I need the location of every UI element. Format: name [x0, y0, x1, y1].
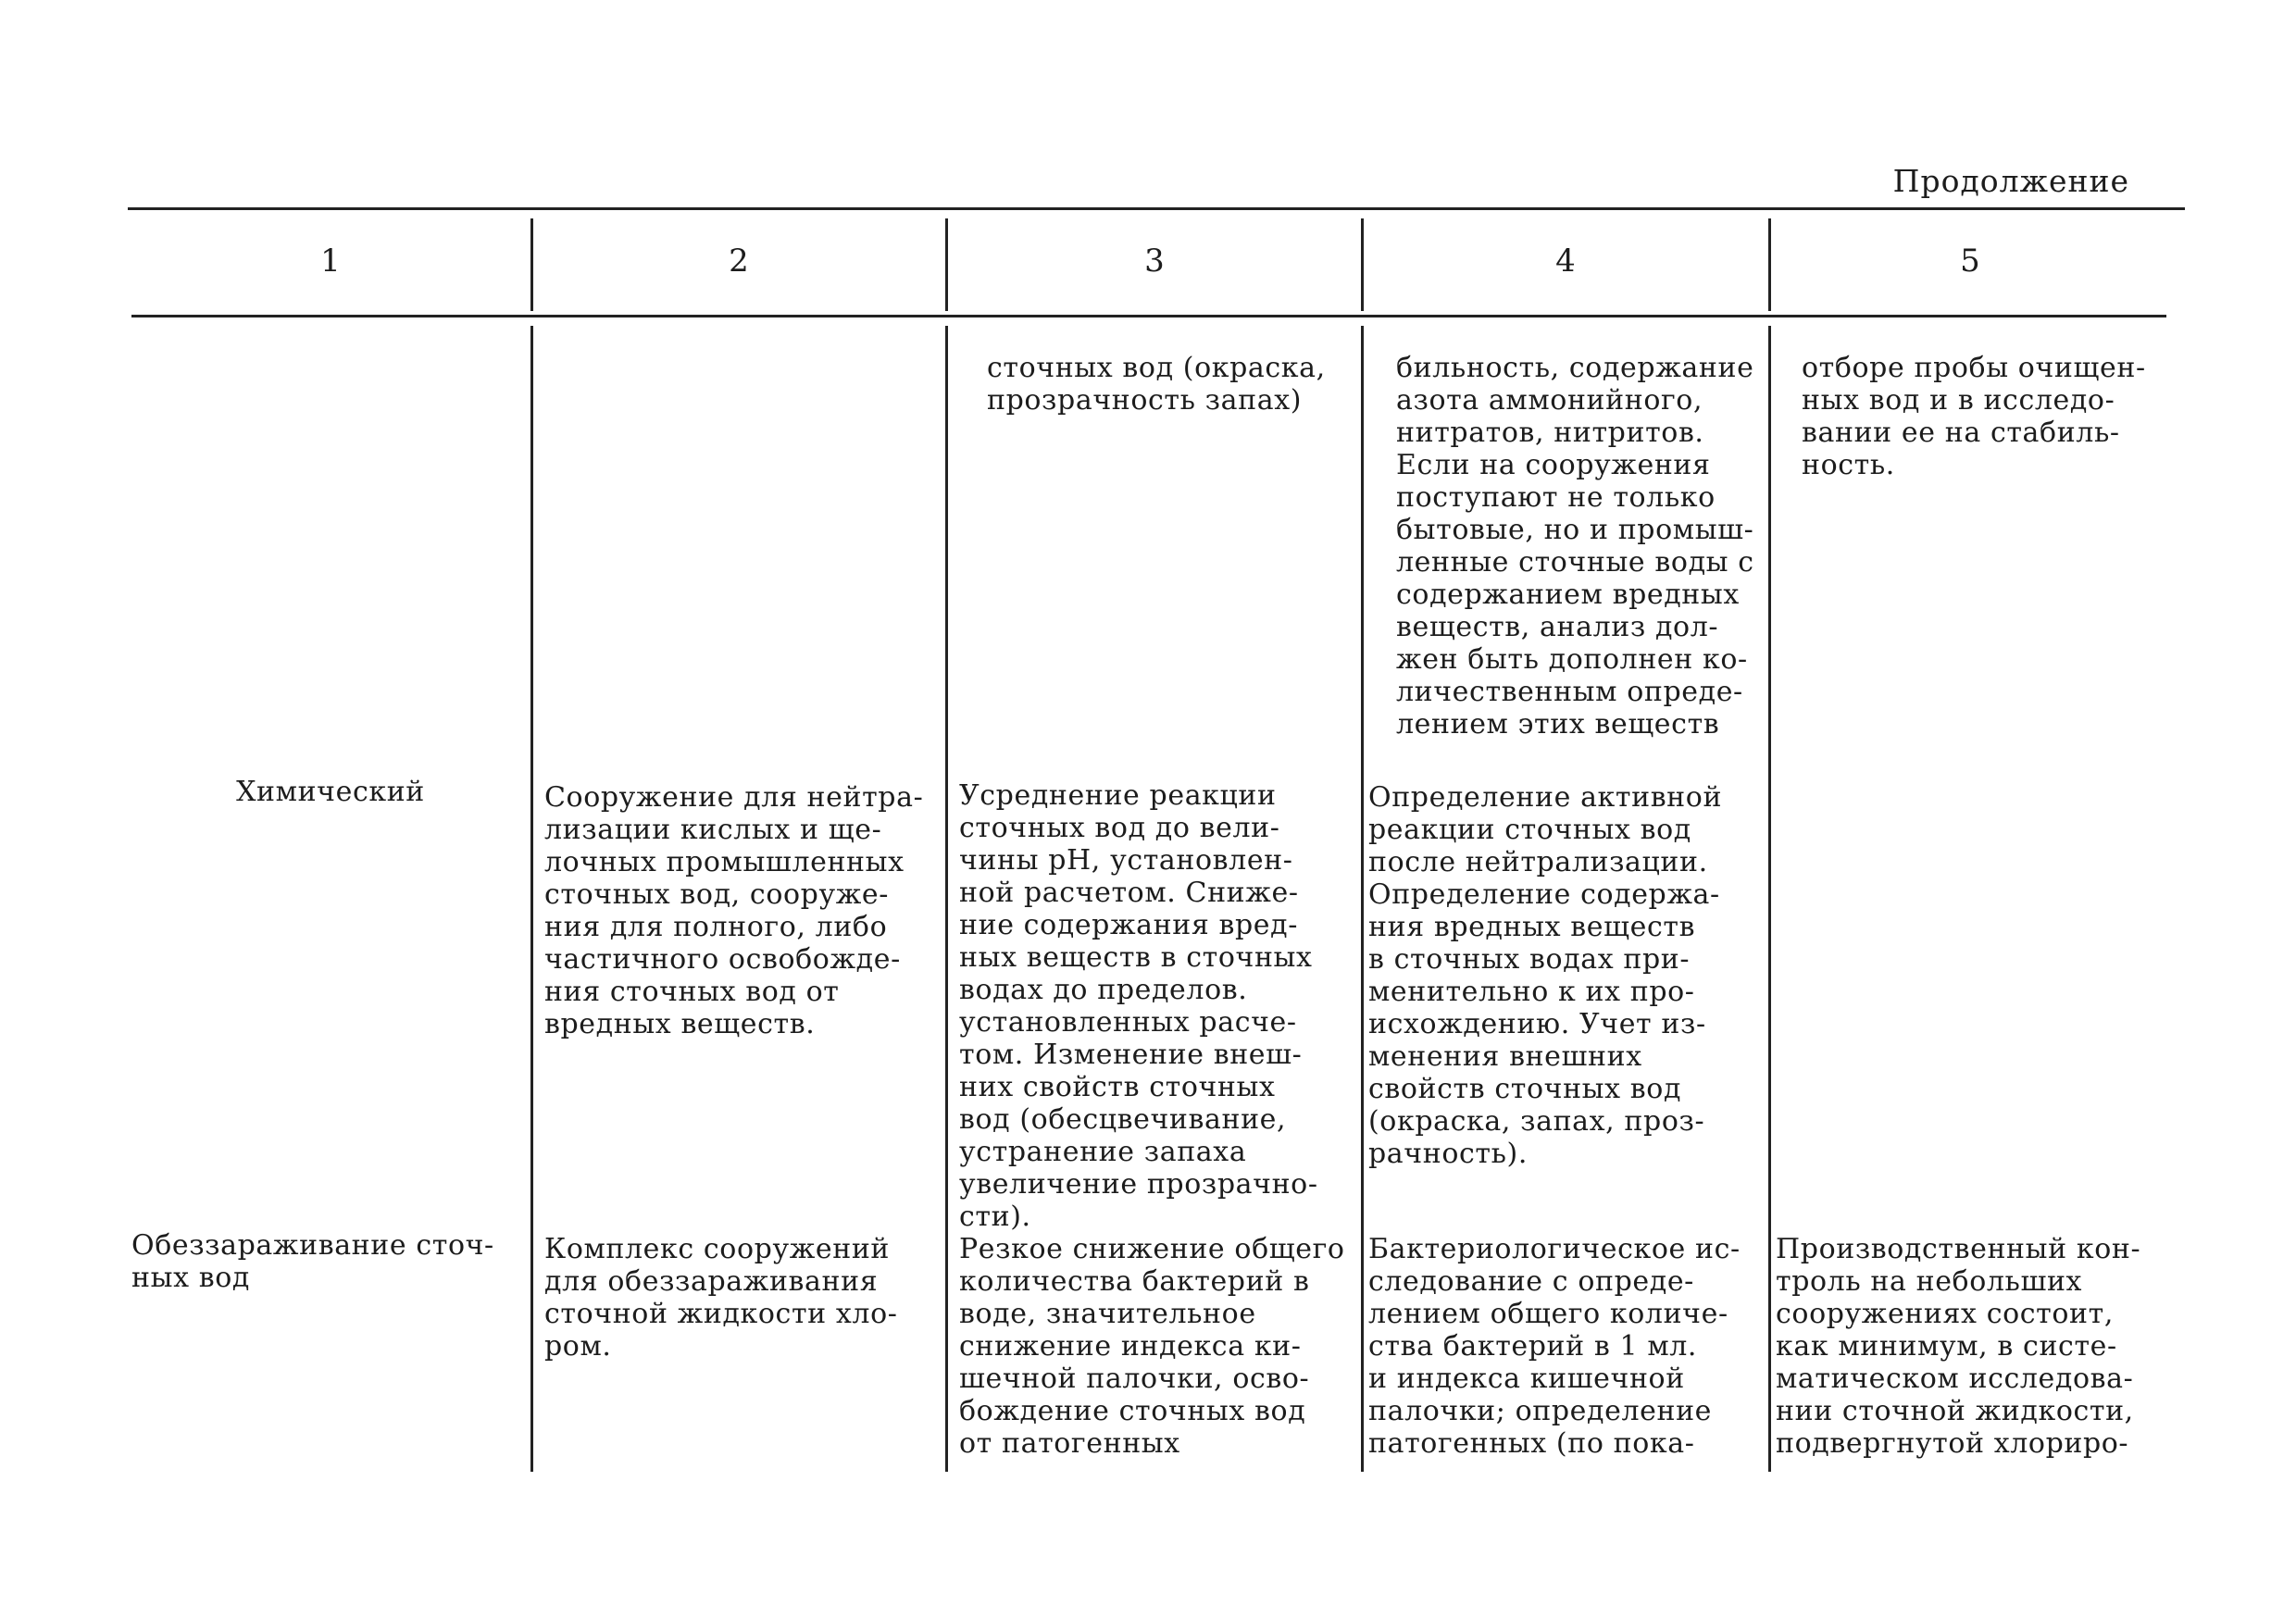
column-number-3: 3: [1144, 243, 1165, 280]
body-divider-4: [1768, 326, 1771, 1472]
row3-col5: Производственный кон- троль на небольших сооружениях состоит, как минимум, в систе- матическом исследова- нии сточной жидкости, подвергнутой хлориро-: [1776, 1233, 2141, 1460]
row3-col1: Обеззараживание сточ- ных вод: [131, 1229, 494, 1294]
body-divider-3: [1361, 326, 1364, 1472]
header-bottom-rule: [131, 315, 2166, 317]
row3-col4: Бактериологическое ис- следование с опреде- лением общего количе- ства бактерий в 1 мл. и индекса кишечной палочки; определение патогенных (по пока-: [1368, 1233, 1741, 1460]
row3-col2: Комплекс сооружений для обеззараживания сточной жидкости хло- ром.: [544, 1233, 898, 1363]
column-number-5: 5: [1960, 243, 1980, 280]
row2-col2: Сооружение для нейтра- лизации кислых и ще- лочных промышленных сточных вод, сооруже- ния для полного, либо частичного освобожде- ния сточных вод от вредных веществ.: [544, 781, 924, 1040]
body-divider-2: [945, 326, 948, 1472]
column-number-1: 1: [320, 243, 341, 280]
body-divider-1: [530, 326, 533, 1472]
column-number-4: 4: [1555, 243, 1576, 280]
row3-col3: Резкое снижение общего количества бактерий в воде, значительное снижение индекса ки- шечной палочки, осво- бождение сточных вод от патогенных: [959, 1233, 1345, 1460]
row2-col1: Химический: [236, 776, 425, 808]
row2-col4: Определение активной реакции сточных вод после нейтрализации. Определение содержа- ния вредных веществ в сточных водах при- менительно к их про- исхождению. Учет из- менения внешних свойств сточных вод (окраска, запах, проз- рачность).: [1368, 781, 1723, 1170]
column-number-2: 2: [729, 243, 749, 280]
table-top-rule: [128, 207, 2185, 210]
row1-col4: бильность, содержание азота аммонийного, нитратов, нитритов. Если на сооружения поступают не только бытовые, но и промыш- ленные сточные воды с содержанием вредных веществ, анализ дол- жен быть дополнен ко- личественным опреде- лением этих веществ: [1396, 352, 1754, 741]
row1-col5: отборе пробы очищен- ных вод и в исследо- вании ее на стабиль- ность.: [1802, 352, 2146, 481]
row2-col3: Усреднение реакции сточных вод до вели- чины рН, установлен- ной расчетом. Сниже- ние содержания вред- ных веществ в сточных водах до пределов. установленных расче- том. Изменение внеш- них свойств сточных вод (обесцвечивание, устранение запаха увеличение прозрачно- сти).: [959, 779, 1318, 1233]
row1-col3: сточных вод (окраска, прозрачность запах): [987, 352, 1326, 417]
continued-label: Продолжение: [1892, 163, 2129, 199]
